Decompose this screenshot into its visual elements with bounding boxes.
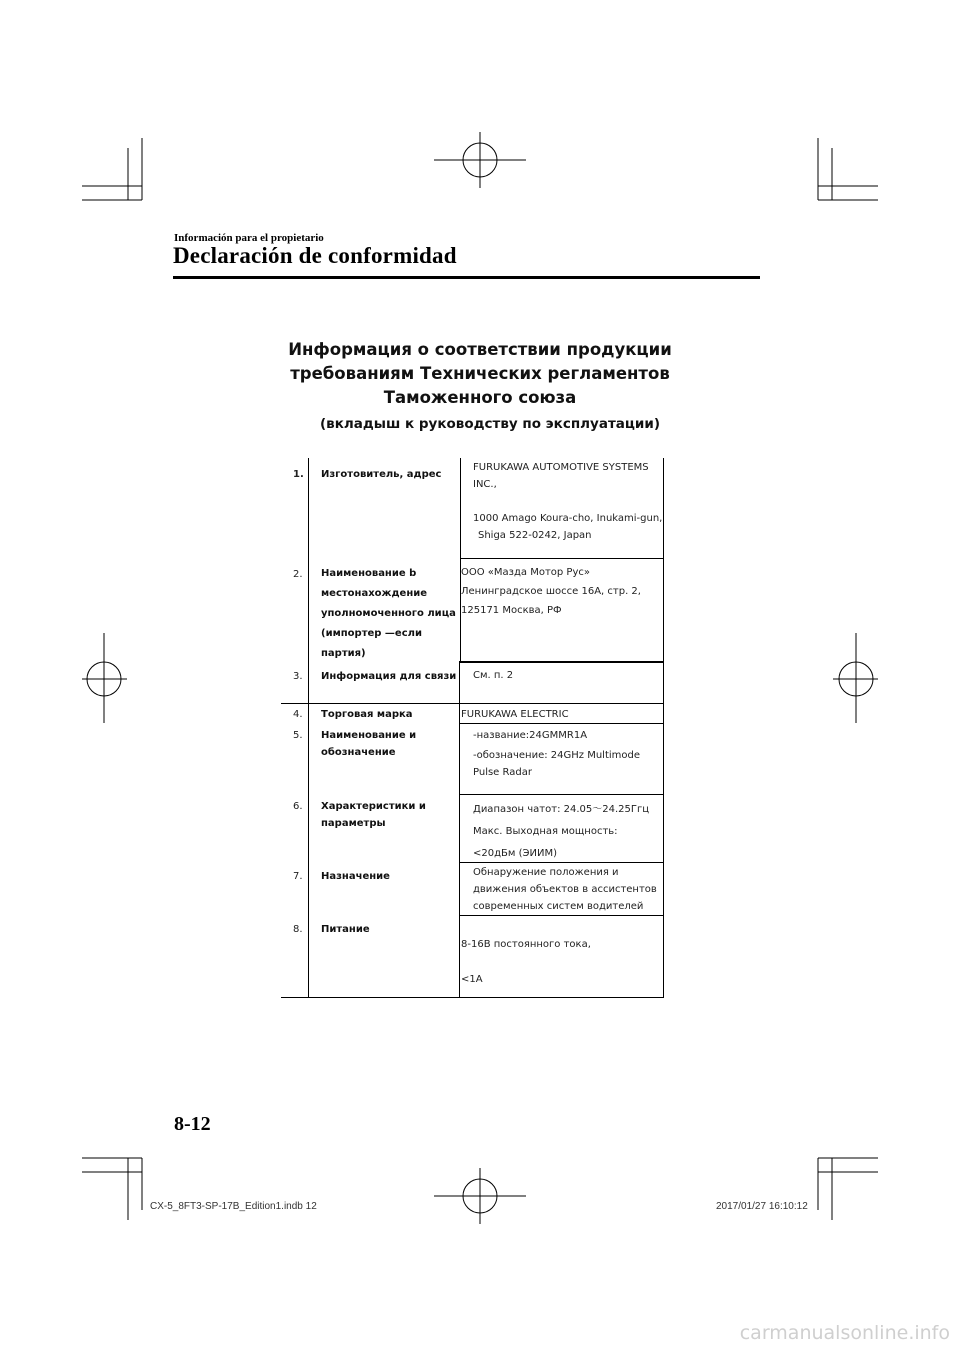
- row-number: 7.: [293, 871, 303, 882]
- heading-line-1: Информация о соответствии продукции: [288, 340, 672, 359]
- row-number: 5.: [293, 730, 303, 741]
- title-rule: [173, 276, 760, 279]
- row-value: Обнаружение положения и движения объектов в ассистентов современных систем водителей: [473, 867, 657, 912]
- row-value: Диапазон чатот: 24.05～24.25Ггц Макс. Выходная мощность: <20дБм (ЭИИМ): [473, 804, 650, 859]
- row-value: -название:24GMMR1A -обозначение: 24GHz Multimode Pulse Radar: [473, 730, 641, 778]
- row-value: См. п. 2: [473, 670, 514, 681]
- table-divider: [459, 723, 664, 724]
- row-value: FURUKAWA ELECTRIC: [461, 709, 569, 720]
- row-number: 4.: [293, 709, 303, 720]
- heading-line-3: Таможенного союза: [383, 388, 577, 407]
- row-number: 1.: [293, 469, 304, 480]
- row-label: Наименование b местонахождение уполномоченного лица (импортер —если партия): [321, 568, 456, 659]
- page-number: 8-12: [174, 1113, 211, 1135]
- section-label: Información para el propietario: [174, 232, 324, 244]
- row-label: Информация для связи: [321, 671, 457, 682]
- table-divider: [281, 997, 664, 998]
- watermark: carmanualsonline.info: [739, 1322, 950, 1344]
- footer-file: CX-5_8FT3-SP-17B_Edition1.indb 12: [150, 1201, 317, 1212]
- row-label: Торговая марка: [321, 709, 413, 720]
- page-title: Declaración de conformidad: [173, 243, 457, 268]
- table-divider: [461, 558, 664, 559]
- row-label: Изготовитель, адрес: [321, 469, 442, 480]
- heading-subtitle: (вкладыш к руководству по эксплуатации): [320, 416, 660, 432]
- footer-timestamp: 2017/01/27 16:10:12: [716, 1201, 808, 1212]
- row-value: ООО «Мазда Мотор Рус» Ленинградское шоссе 16А, стр. 2, 125171 Москва, РФ: [461, 567, 641, 616]
- row-number: 8.: [293, 924, 303, 935]
- row-value: 8-16В постоянного тока, <1A: [461, 939, 591, 985]
- row-number: 3.: [293, 671, 303, 682]
- table-divider: [459, 661, 664, 663]
- table-divider: [281, 703, 664, 704]
- row-number: 2.: [293, 569, 303, 580]
- row-number: 6.: [293, 801, 303, 812]
- row-label: Характеристики и параметры: [321, 801, 426, 829]
- heading-line-2: требованиям Технических регламентов: [290, 364, 670, 383]
- row-value: FURUKAWA AUTOMOTIVE SYSTEMS INC., 1000 Amago Koura-cho, Inukami-gun, Shiga 522-0242, Japan: [473, 462, 663, 541]
- row-label: Наименование и обозначение: [321, 730, 417, 758]
- table-divider: [459, 915, 664, 916]
- row-label: Питание: [321, 924, 370, 935]
- row-label: Назначение: [321, 871, 390, 882]
- declaration-table: [281, 458, 664, 998]
- table-divider: [459, 794, 664, 795]
